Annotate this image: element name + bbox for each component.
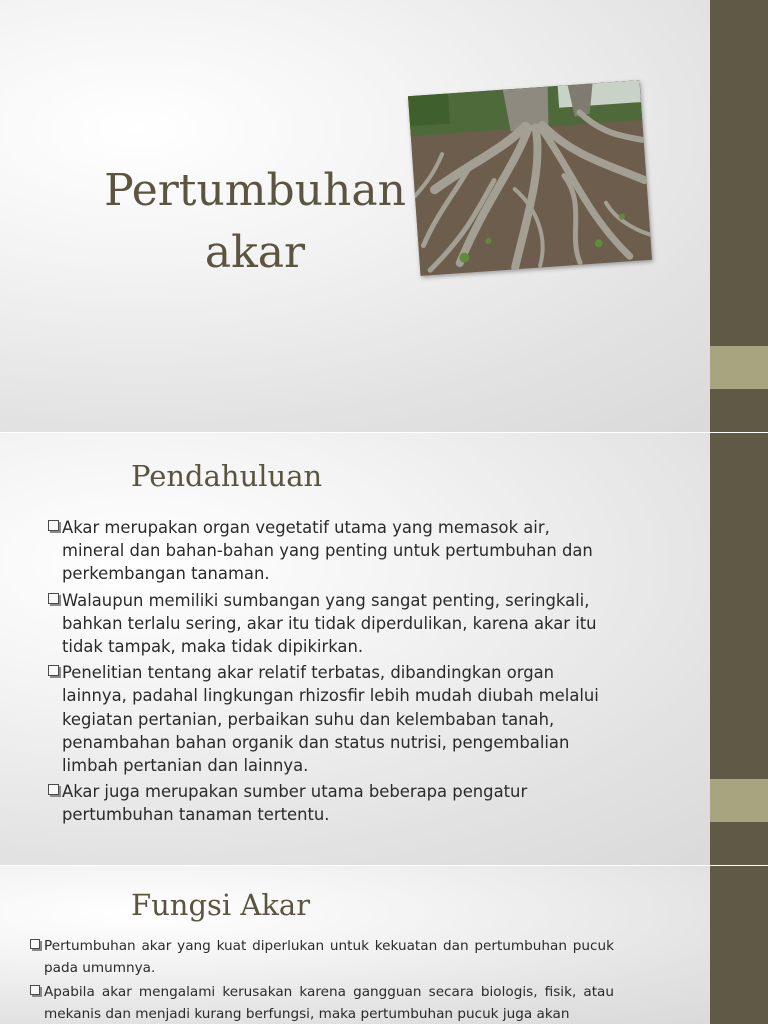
- list-item: Apabila akar mengalami kerusakan karena gangguan secara biologis, fisik, atau mekanis dan menjadi kurang berfungsi, maka pertumbuhan pucuk juga akan: [30, 982, 614, 1024]
- list-item: Akar merupakan organ vegetatif utama yang memasok air, mineral dan bahan-bahan yang penting untuk pertumbuhan dan perkembangan tanaman.: [48, 516, 613, 586]
- checkbox-bullet-icon: [48, 665, 59, 676]
- slide-fungsi-akar: [0, 866, 768, 1024]
- sidebar-bar: [710, 0, 768, 432]
- checkbox-bullet-icon: [48, 520, 59, 531]
- sidebar-accent: [710, 779, 768, 822]
- list-item: Pertumbuhan akar yang kuat diperlukan untuk kekuatan dan pertumbuhan pucuk pada umumnya.: [30, 936, 614, 979]
- slide-title: [0, 0, 768, 432]
- checkbox-bullet-icon: [30, 985, 40, 995]
- sidebar-bar: [710, 866, 768, 1024]
- tree-roots-image: [408, 80, 652, 276]
- checkbox-bullet-icon: [30, 939, 40, 949]
- tree-roots-photo: [408, 80, 652, 276]
- bullet-list: [30, 936, 614, 1024]
- slide-title-text: Pertumbuhan akar: [104, 165, 406, 278]
- section-heading: Fungsi Akar: [131, 888, 311, 922]
- slide-pendahuluan: [0, 433, 768, 865]
- sidebar-bar: [710, 433, 768, 865]
- list-item: Akar juga merupakan sumber utama beberapa pengatur pertumbuhan tanaman tertentu.: [48, 780, 613, 826]
- list-item: Walaupun memiliki sumbangan yang sangat penting, seringkali, bahkan terlalu sering, akar itu tidak diperdulikan, karena akar itu tidak tampak, maka tidak dipikirkan.: [48, 589, 613, 659]
- bullet-list: [48, 516, 613, 830]
- checkbox-bullet-icon: [48, 784, 59, 795]
- sidebar-accent: [710, 346, 768, 389]
- section-heading: Pendahuluan: [131, 459, 323, 493]
- list-item: Penelitian tentang akar relatif terbatas, dibandingkan organ lainnya, padahal lingkungan rhizosfir lebih mudah diubah melalui kegiatan pertanian, perbaikan suhu dan kelembaban tanah, penambahan bahan organik dan status nutrisi, pengembalian limbah pertanian dan lainnya.: [48, 661, 613, 777]
- checkbox-bullet-icon: [48, 593, 59, 604]
